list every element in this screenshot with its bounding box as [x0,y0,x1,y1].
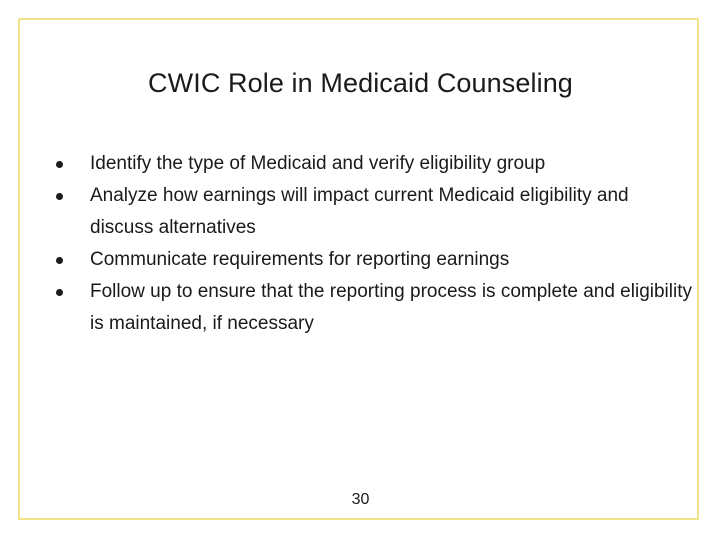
bullet-dot-icon [56,257,63,264]
bullet-text: Communicate requirements for reporting earnings [90,249,510,270]
bullet-item [56,276,696,340]
bullet-text: Analyze how earnings will impact current Medicaid eligibility and discuss alternatives [90,185,629,238]
slide-frame [18,18,699,520]
bullet-item [56,180,696,244]
bullet-dot-icon [56,289,63,296]
bullet-text: Identify the type of Medicaid and verify eligibility group [90,153,546,174]
bullet-dot-icon [56,193,63,200]
bullet-list [56,148,696,340]
bullet-dot-icon [56,161,63,168]
bullet-item [56,244,696,276]
page-number: 30 [351,491,370,508]
bullet-item [56,148,696,180]
slide-title: CWIC Role in Medicaid Counseling [148,68,573,98]
bullet-text: Follow up to ensure that the reporting process is complete and eligibility is maintained, if necessary [90,281,692,334]
